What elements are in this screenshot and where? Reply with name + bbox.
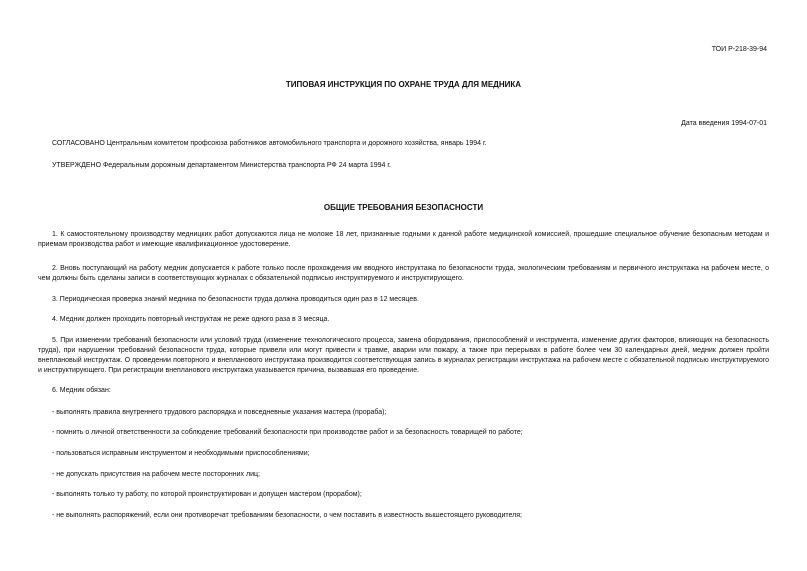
duty-item: - пользоваться исправным инструментом и необходимыми приспособлениями; (52, 450, 310, 457)
duty-item: - помнить о личной ответственности за соблюдение требований безопасности при производстве работ и за безопасность товарищей по работе; (52, 429, 523, 436)
duty-item: - выполнять правила внутреннего трудового распорядка и повседневные указания мастера (прораба); (52, 409, 387, 416)
document-code: ТОИ Р-218-39-94 (711, 46, 767, 53)
approval-agreed: СОГЛАСОВАНО Центральным комитетом профсоюза работников автомобильного транспорта и дорожного хозяйства, январь 1994 г. (52, 140, 487, 147)
duty-item: - не выполнять распоряжений, если они противоречат требованиям безопасности, о чем поставить в известность вышестоящего руководителя; (52, 512, 523, 519)
paragraph-2: 2. Вновь поступающий на работу медник допускается к работе только после прохождения им вводного инструктажа по безопасности труда, экологическим требованиям и первичного инструктажа на рабочем месте, о чем должны быть сделаны записи в соответствующих журналах с обязательной подписью инструктируемого и инструктирующего. (38, 265, 769, 282)
paragraph-1: 1. К самостоятельному производству медницких работ допускаются лица не моложе 18 лет, признанные годными к данной работе медицинской комиссией, прошедшие специальное обучение безопасным методам и приемам производства работ и имеющие квалификационное удостоверение. (38, 231, 769, 248)
introduction-date: Дата введения 1994-07-01 (681, 120, 767, 127)
paragraph-5: 5. При изменении требований безопасности или условий труда (изменение технологического процесса, замена оборудования, приспособлений и инструмента, изменение других факторов, влияющих на безопасность труда), при нарушении требований безопасности труда, которые привели или могут привести к травме, аварии или пожару, а также при перерывах в работе более чем 30 календарных дней, медник должен пройти внеплановый инструктаж. О проведении повторного и внепланового инструктажа производится соответствующая запись в журналах регистрации инструктажа на рабочем месте с обязательной подписью инструктируемого и инструктирующего. При регистрации внепланового инструктажа указывается причина, вызвавшая его проведение. (38, 337, 769, 374)
duty-item: - не допускать присутствия на рабочем месте посторонних лиц; (52, 471, 260, 478)
paragraph-4: 4. Медник должен проходить повторный инструктаж не реже одного раза в 3 месяца. (52, 316, 330, 323)
document-title: ТИПОВАЯ ИНСТРУКЦИЯ ПО ОХРАНЕ ТРУДА ДЛЯ МЕДНИКА (285, 80, 522, 89)
approval-approved: УТВЕРЖДЕНО Федеральным дорожным департаментом Министерства транспорта РФ 24 марта 1994 г. (52, 162, 391, 169)
section-title: ОБЩИЕ ТРЕБОВАНИЯ БЕЗОПАСНОСТИ (323, 203, 484, 212)
paragraph-3: 3. Периодическая проверка знаний медника по безопасности труда должна проводиться один раз в 12 месяцев. (52, 296, 419, 303)
paragraph-6: 6. Медник обязан: (52, 387, 111, 394)
duty-item: - выполнять только ту работу, по которой проинструктирован и допущен мастером (прорабом); (52, 491, 362, 498)
